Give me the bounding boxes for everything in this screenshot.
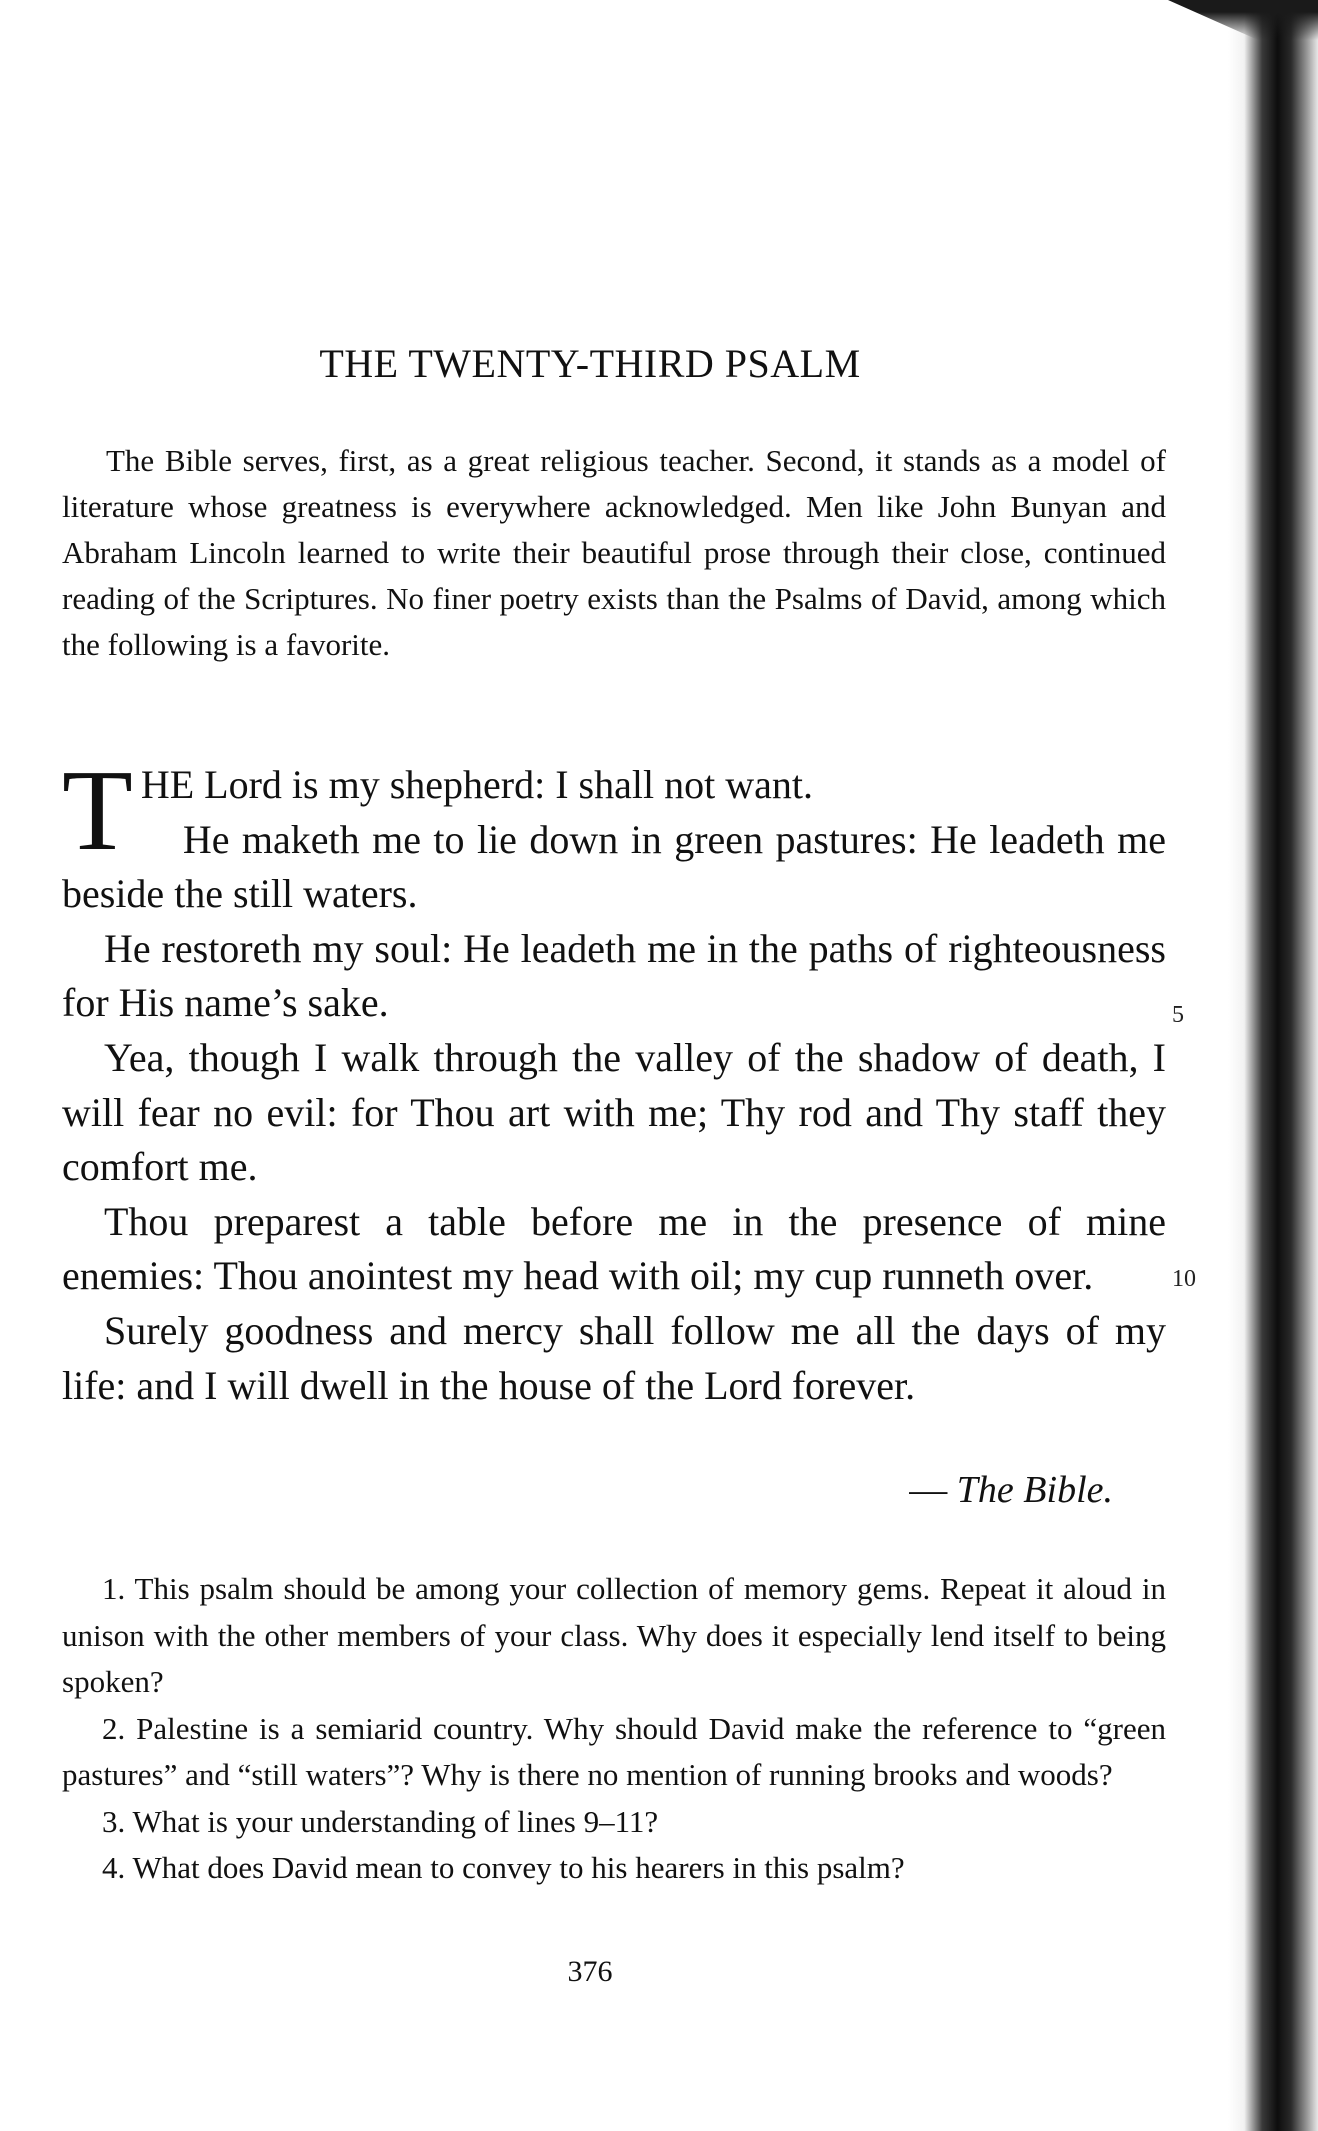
attribution: [909, 1468, 1113, 1512]
psalm-text: [62, 747, 1166, 1413]
page-number: 376: [567, 1955, 613, 1988]
drop-cap: T: [62, 747, 133, 875]
psalm-verse: Thou preparest a table before me in the presence of mine enemies: Thou anointest my head with oil; my cup runneth over.: [62, 1198, 1166, 1299]
psalm-verse: Surely goodness and mercy shall follow me all the days of my life: and I will dwell in the house of the Lord forever.: [62, 1307, 1166, 1408]
psalm-first-line: HE Lord is my shepherd: I shall not want.: [140, 762, 813, 807]
question-item: 1. This psalm should be among your collection of memory gems. Repeat it aloud in unison with the other members of your class. Why does it especially lend itself to being spoken?: [62, 1571, 1166, 1699]
page-title: THE TWENTY-THIRD PSALM: [319, 341, 861, 386]
psalm-verse: He restoreth my soul: He leadeth me in the paths of righteousness for His name’s sake.: [62, 925, 1166, 1026]
line-number-10: 10: [1172, 1266, 1196, 1292]
psalm-verse: Yea, though I walk through the valley of the shadow of death, I will fear no evil: for Thou art with me; Thy rod and Thy staff they comfort me.: [62, 1034, 1166, 1190]
line-number-5: 5: [1172, 1002, 1184, 1028]
attribution-source: The Bible.: [956, 1469, 1113, 1511]
page-binding-edge: [1228, 0, 1318, 2131]
question-item: 3. What is your understanding of lines 9–11?: [102, 1803, 659, 1839]
intro-paragraph: The Bible serves, first, as a great religious teacher. Second, it stands as a model of literature whose greatness is everywhere acknowledged. Men like John Bunyan and Abraham Lincoln learned to write their beautiful prose through their close, continued reading of the Scriptures. No finer poetry exists than the Psalms of David, among which the following is a favorite.: [62, 443, 1166, 662]
question-item: 4. What does David mean to convey to his hearers in this psalm?: [102, 1850, 905, 1885]
study-questions: [62, 1566, 1166, 1892]
psalm-verse: He maketh me to lie down in green pastures: He leadeth me beside the still waters.: [62, 816, 1166, 917]
attribution-dash: —: [909, 1469, 957, 1511]
question-item: 2. Palestine is a semiarid country. Why should David make the reference to “green pastures” and “still waters”? Why is there no mention of running brooks and woods?: [62, 1710, 1166, 1792]
